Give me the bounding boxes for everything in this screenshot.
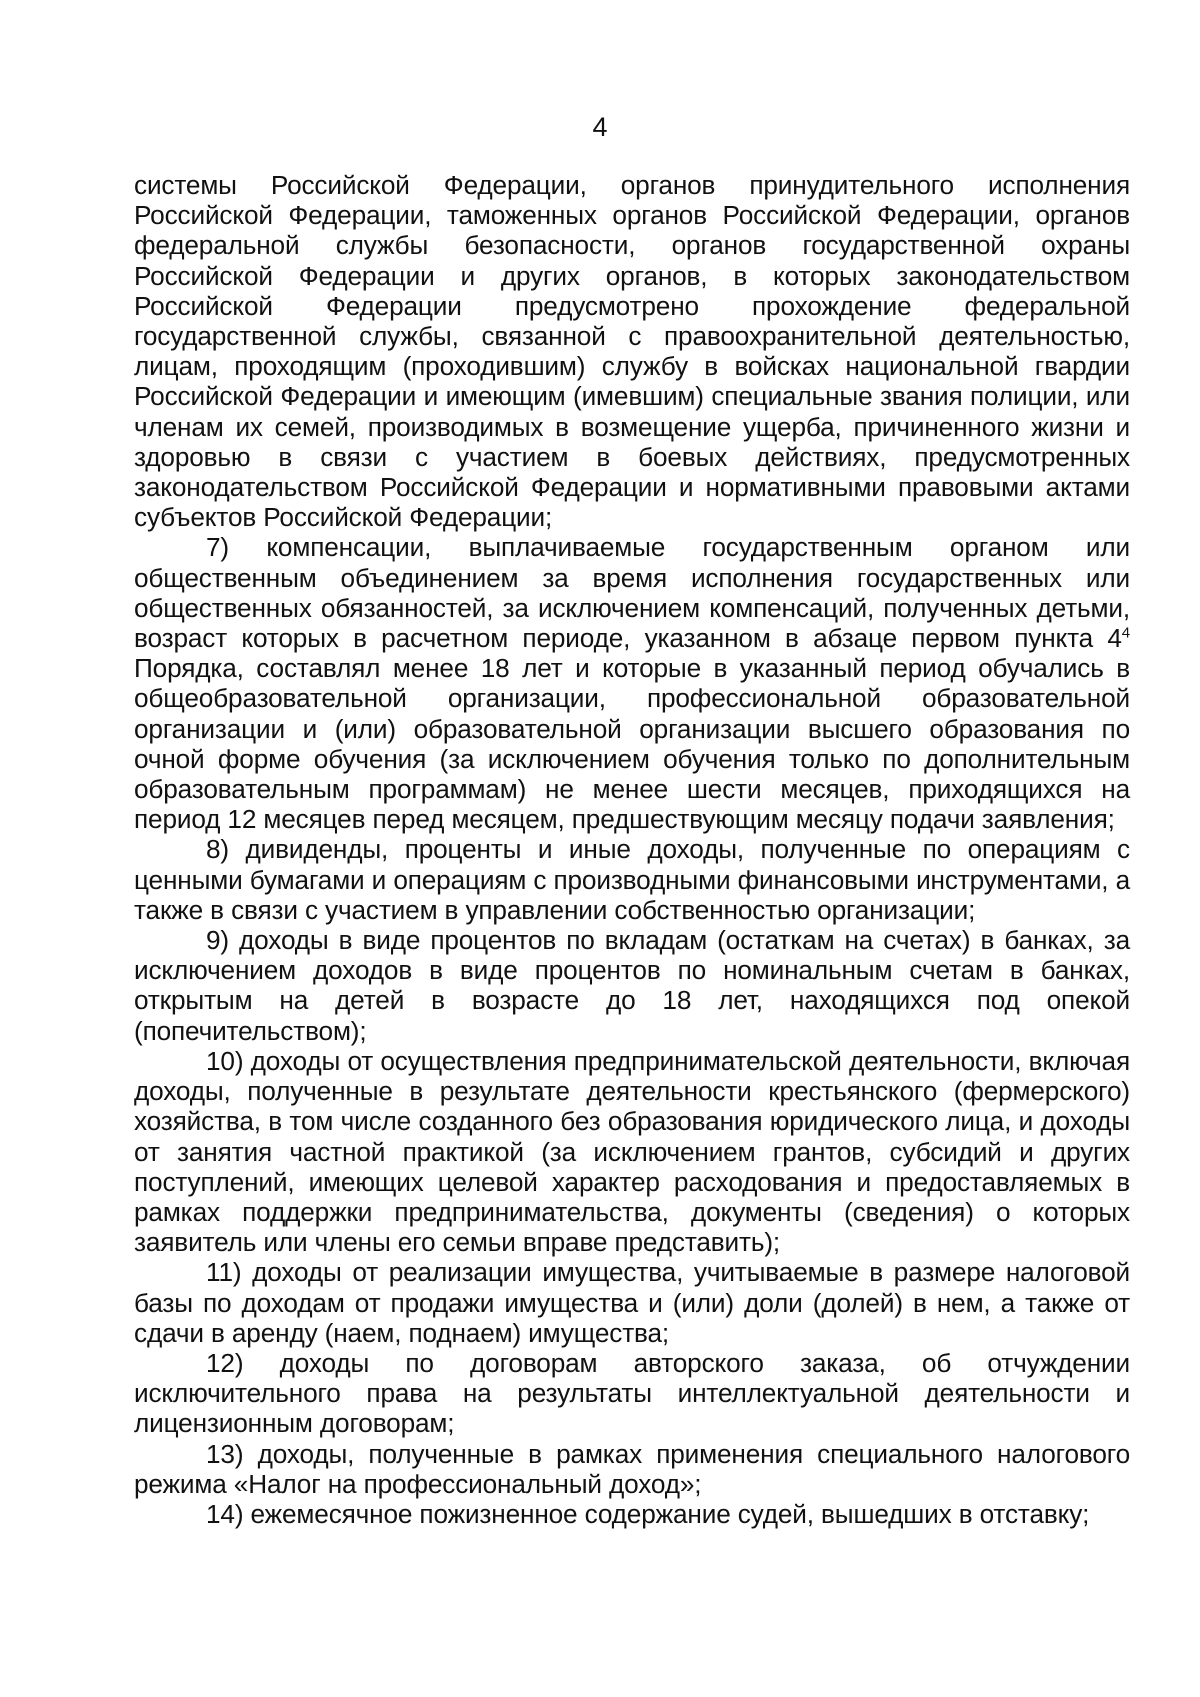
continuation-paragraph: системы Российской Федерации, органов принудительного исполнения Российской Федерации, таможенных органов Российской Федерации, органов федеральной службы безопасности, органов государственной охраны Российской Федерации и других органов, в которых законодательством Российской Федерации предусмотрено прохождение федеральной государственной службы, связанной с правоохранительной деятельностью, лицам, проходящим (проходившим) службу в войсках национальной гвардии Российской Федерации и имеющим (имевшим) специальные звания полиции, или членам их семей, производимых в возмещение ущерба, причиненного жизни и здоровью в связи с участием в боевых действиях, предусмотренных законодательством Российской Федерации и нормативными правовыми актами субъектов Российской Федерации; xyxy=(134,170,1130,533)
page-number: 4 xyxy=(592,112,608,142)
document-body xyxy=(134,170,1130,1529)
footnote-superscript: 4 xyxy=(1121,624,1130,642)
list-item-14: 14) ежемесячное пожизненное содержание судей, вышедших в отставку; xyxy=(206,1498,1090,1529)
list-item-7-text: 7) компенсации, выплачиваемые государственным органом или общественным объединением за время исполнения государственных или общественных обязанностей, за исключением компенсаций, полученных детьми, возраст которых в расчетном периоде, указанном в абзаце первом пункта 4 xyxy=(134,532,1130,654)
list-item-8: 8) дивиденды, проценты и иные доходы, полученные по операциям с ценными бумагами и операциям с производными финансовыми инструментами, а также в связи с участием в управлении собственностью организации; xyxy=(134,834,1130,925)
list-item-7 xyxy=(134,532,1130,834)
list-item-10: 10) доходы от осуществления предпринимательской деятельности, включая доходы, полученные в результате деятельности крестьянского (фермерского) хозяйства, в том числе созданного без образования юридического лица, и доходы от занятия частной практикой (за исключением грантов, субсидий и других поступлений, имеющих целевой характер расходования и предоставляемых в рамках поддержки предпринимательства, документы (сведения) о которых заявитель или члены его семьи вправе представить); xyxy=(134,1045,1130,1258)
list-item-13: 13) доходы, полученные в рамках применения специального налогового режима «Налог на профессиональный доход»; xyxy=(134,1438,1130,1499)
list-item-9: 9) доходы в виде процентов по вкладам (остаткам на счетах) в банках, за исключением доходов в виде процентов по номинальным счетам в банках, открытым на детей в возрасте до 18 лет, находящихся под опекой (попечительством); xyxy=(134,925,1130,1046)
list-item-7-text-continued: Порядка, составлял менее 18 лет и которые в указанный период обучались в общеобразовательной организации, профессиональной образовательной организации и (или) образовательной организации высшего образования по очной форме обучения (за исключением обучения только по дополнительным образовательным программам) не менее шести месяцев, приходящихся на период 12 месяцев перед месяцем, предшествующим месяцу подачи заявления; xyxy=(134,653,1130,835)
list-item-12: 12) доходы по договорам авторского заказа, об отчуждении исключительного права на результаты интеллектуальной деятельности и лицензионным договорам; xyxy=(134,1347,1130,1439)
list-item-11: 11) доходы от реализации имущества, учитываемые в размере налоговой базы по доходам от продажи имущества и (или) доли (долей) в нем, а также от сдачи в аренду (наем, поднаем) имущества; xyxy=(134,1257,1130,1348)
